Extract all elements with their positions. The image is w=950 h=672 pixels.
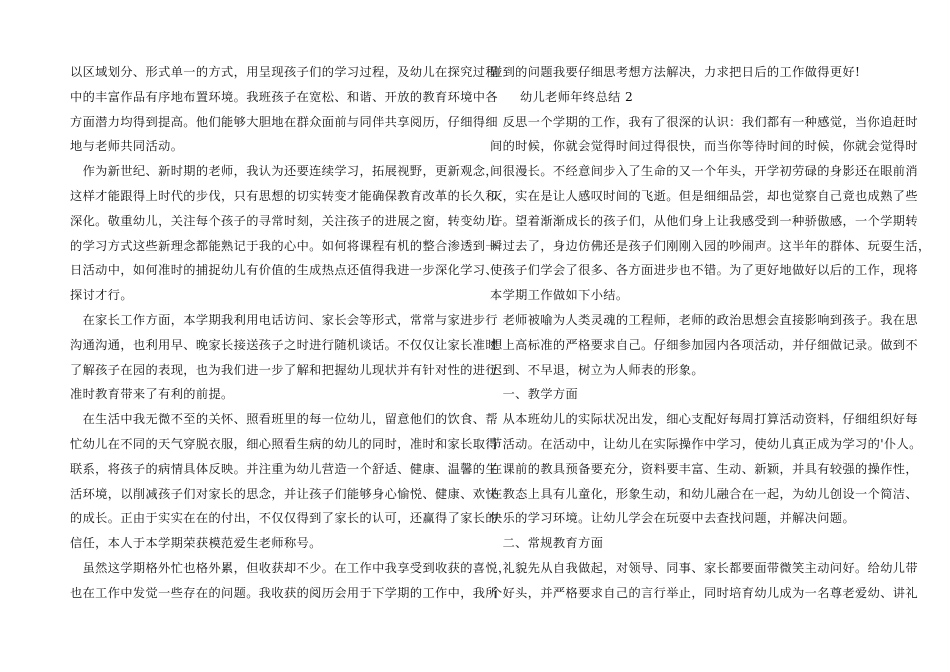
text-line: 瞬过去了，身边仿佛还是孩子们刚刚入园的吵闹声。这半年的群体、玩耍生活， bbox=[490, 238, 931, 253]
text-line: 本学期工作做如下小结。 bbox=[490, 288, 629, 303]
text-line: 深化。敬重幼儿，关注每个孩子的寻常时刻，关注孩子的进展之窗，转变幼儿 bbox=[70, 213, 498, 228]
text-line: 快乐的学习环境。让幼儿学会在玩耍中去查找问题，并解决问题。 bbox=[490, 511, 856, 526]
text-line: 在教态上具有儿童化，形象生动，和幼儿融合在一起，为幼儿创设一个简洁、 bbox=[490, 486, 918, 501]
text-line: 日活动中，如何准时的捕捉幼儿有价值的生成热点还值得我进一步深化学习、 bbox=[70, 263, 498, 278]
subheading-teaching: 一、教学方面 bbox=[490, 387, 579, 402]
text-line: 使孩子们学会了很多、各方面进步也不错。为了更好地做好以后的工作，现将 bbox=[490, 263, 918, 278]
text-line: 老师被喻为人类灵魂的工程师，老师的政治思想会直接影响到孩子。我在思 bbox=[490, 312, 918, 327]
text-line: 迟到、不早退，树立为人师表的形象。 bbox=[490, 362, 704, 377]
text-line: 沟通沟通，也利用早、晚家长接送孩子之时进行随机谈话。不仅仅让家长准时 bbox=[70, 337, 498, 352]
text-line: 节活动。在活动中，让幼儿在实际操作中学习，使幼儿真正成为学习的'仆人。 bbox=[490, 436, 922, 451]
text-line: 作为新世纪、新时期的老师，我认为还要连续学习，拓展视野，更新观念， bbox=[70, 164, 498, 179]
text-line: 碰到的问题我要仔细思考想方法解决，力求把日后的工作做得更好! bbox=[490, 65, 861, 79]
text-line: 在生活中我无微不至的关怀、照看班里的每一位幼儿，留意他们的饮食、帮 bbox=[70, 412, 498, 427]
text-line: 探讨才行。 bbox=[70, 288, 133, 303]
left-text-column bbox=[70, 60, 511, 606]
section-title: 幼儿老师年终总结 2 bbox=[520, 89, 634, 104]
text-line: 这样才能跟得上时代的步伐，只有思想的切实转变才能确保教育改革的长久和 bbox=[70, 188, 498, 203]
text-line: 准时教育带来了有利的前提。 bbox=[70, 387, 234, 402]
text-line: 许。望着渐渐成长的孩子们，从他们身上让我感受到一种骄傲感，一个学期转 bbox=[490, 213, 918, 228]
text-line: 联系，将孩子的病情具体反映。并注重为幼儿营造一个舒适、健康、温馨的生 bbox=[70, 461, 498, 476]
subheading-routine: 二、常规教育方面 bbox=[490, 536, 604, 551]
text-line: 也在工作中发觉一些存在的问题。我收获的阅历会用于下学期的工作中，我所 bbox=[70, 585, 498, 600]
text-line: 中的丰富作品有序地布置环境。我班孩子在宽松、和谐、开放的教育环境中各 bbox=[70, 89, 498, 104]
text-line: 的成长。正由于实实在在的付出，不仅仅得到了家长的认可，还赢得了家长的 bbox=[70, 511, 498, 526]
right-text-column bbox=[490, 60, 931, 606]
text-line: 方面潜力均得到提高。他们能够大胆地在群众面前与同伴共享阅历，仔细得细 bbox=[70, 114, 498, 129]
text-line: 从本班幼儿的实际状况出发，细心支配好每周打算活动资料，仔细组织好每 bbox=[490, 412, 918, 427]
text-line: 间的时候，你就会觉得时间过得很快，而当你等待时间的时候，你就会觉得时 bbox=[490, 139, 918, 154]
text-line: 了解孩子在园的表现，也为我们进一步了解和把握幼儿现状并有针对性的进行 bbox=[70, 362, 498, 377]
text-line: 信任，本人于本学期荣获模范爱生老师称号。 bbox=[70, 536, 322, 551]
text-line: 间很漫长。不经意间步入了生命的又一个年头，开学初劳碌的身影还在眼前消 bbox=[490, 164, 918, 179]
text-line: 活环境，以削减孩子们对家长的思念，并让孩子们能够身心愉悦、健康、欢快 bbox=[70, 486, 498, 501]
text-line: 礼貌先从自我做起，对领导、同事、家长都要面带微笑主动问好。给幼儿带 bbox=[490, 560, 918, 575]
text-line: 反思一个学期的工作，我有了很深的认识：我们都有一种感觉，当你追赶时 bbox=[490, 114, 918, 129]
text-line: 想上高标准的严格要求自己。仔细参加园内各项活动，并仔细做记录。做到不 bbox=[490, 337, 918, 352]
text-line: 在家长工作方面，本学期我利用电话访问、家长会等形式，常常与家进步行 bbox=[70, 312, 498, 327]
text-line: 在课前的教具预备要充分，资料要丰富、生动、新颖，并具有较强的操作性， bbox=[490, 461, 918, 476]
text-line: 灭，实在是让人感叹时间的飞逝。但是细细品尝，却也觉察自己竟也成熟了些 bbox=[490, 188, 918, 203]
text-line: 虽然这学期格外忙也格外累，但收获却不少。在工作中我享受到收获的喜悦， bbox=[70, 560, 511, 575]
text-line: 以区域划分、形式单一的方式，用呈现孩子们的学习过程，及幼儿在探究过程 bbox=[70, 65, 498, 79]
text-line: 地与老师共同活动。 bbox=[70, 139, 184, 154]
text-line: 的学习方式这些新理念都能熟记于我的心中。如何将课程有机的整合渗透到一 bbox=[70, 238, 498, 253]
text-line: 忙幼儿在不同的天气穿脱衣服，细心照看生病的幼儿的同时，准时和家长取得 bbox=[70, 436, 498, 451]
text-line: 个好头，并严格要求自己的言行举止，同时培育幼儿成为一名尊老爱幼、讲礼 bbox=[490, 585, 918, 600]
